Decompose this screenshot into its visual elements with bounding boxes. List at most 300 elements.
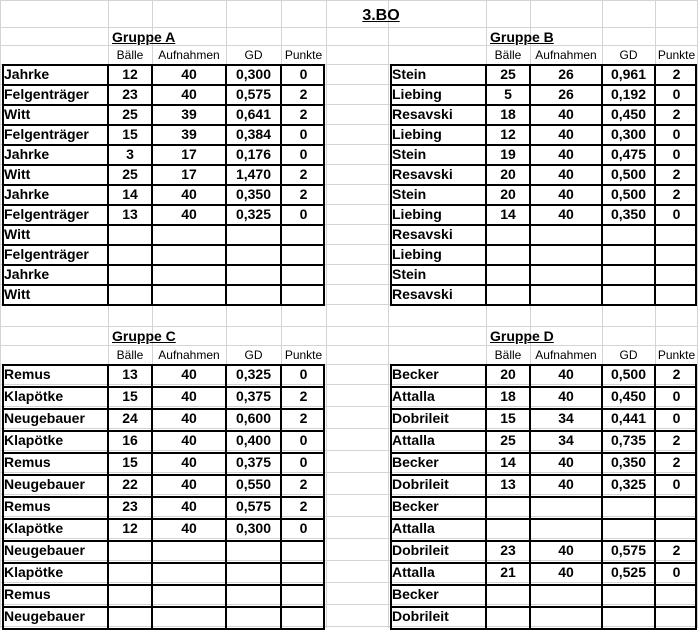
player-name-cell[interactable]: Klapötke (4, 432, 64, 448)
stat-cell-aufnahmen[interactable]: 40 (181, 520, 197, 536)
stat-cell-aufnahmen[interactable]: 40 (181, 410, 197, 426)
sheet-title[interactable]: 3.BO (362, 7, 400, 24)
cell-border (2, 304, 324, 306)
column-header-gd[interactable]: GD (244, 348, 263, 362)
stat-cell-aufnahmen[interactable]: 40 (181, 86, 197, 102)
stat-cell-baelle[interactable] (108, 264, 152, 284)
stat-cell-punkte[interactable]: 2 (299, 410, 308, 426)
stat-cell-baelle[interactable]: 13 (122, 366, 138, 382)
stat-cell-punkte[interactable] (655, 606, 698, 628)
player-name-cell[interactable]: Klapötke (4, 520, 64, 536)
stat-cell-punkte[interactable]: 0 (299, 146, 308, 162)
cell-border (2, 386, 324, 388)
stat-cell-aufnahmen[interactable]: 40 (181, 454, 197, 470)
stat-cell-baelle[interactable]: 22 (122, 476, 138, 492)
stat-cell-punkte[interactable]: 2 (672, 186, 681, 202)
player-name-cell[interactable]: Neugebauer (4, 476, 85, 492)
stat-cell-gd[interactable] (226, 224, 281, 244)
stat-cell-aufnahmen[interactable]: 40 (181, 388, 197, 404)
cell-border (529, 364, 531, 630)
stat-cell-gd[interactable]: 0,192 (610, 86, 647, 102)
player-name-cell[interactable]: Liebing (392, 86, 442, 102)
cell-border (390, 264, 696, 266)
stat-cell-gd[interactable]: 0,350 (610, 206, 647, 222)
stat-cell-aufnahmen[interactable] (530, 584, 602, 606)
player-name-cell[interactable]: Becker (392, 498, 439, 514)
stat-cell-baelle[interactable]: 15 (500, 410, 516, 426)
column-header-gd[interactable]: GD (619, 348, 638, 362)
stat-cell-aufnahmen[interactable]: 40 (558, 146, 574, 162)
stat-cell-baelle[interactable]: 18 (500, 106, 516, 122)
stat-cell-punkte[interactable]: 0 (672, 126, 681, 142)
player-name-cell[interactable]: Remus (4, 454, 51, 470)
stat-cell-aufnahmen[interactable]: 40 (558, 388, 574, 404)
player-name-cell[interactable]: Liebing (392, 246, 442, 262)
stat-cell-gd[interactable]: 0,300 (610, 126, 647, 142)
stat-cell-punkte[interactable] (281, 264, 326, 284)
stat-cell-baelle[interactable] (486, 244, 530, 264)
stat-cell-gd[interactable]: 0,375 (235, 388, 272, 404)
stat-cell-aufnahmen[interactable]: 26 (558, 66, 574, 82)
stat-cell-baelle[interactable]: 23 (500, 542, 516, 558)
stat-cell-punkte[interactable] (281, 284, 326, 304)
stat-cell-punkte[interactable]: 2 (672, 66, 681, 82)
group-title[interactable]: Gruppe A (112, 29, 176, 45)
stat-cell-aufnahmen[interactable] (152, 284, 226, 304)
column-header-punkte[interactable]: Punkte (284, 48, 323, 62)
stat-cell-aufnahmen[interactable]: 40 (558, 542, 574, 558)
cell-border (390, 452, 696, 454)
group-title[interactable]: Gruppe B (490, 29, 554, 45)
player-name-cell[interactable]: Attalla (392, 564, 435, 580)
cell-border (2, 84, 324, 86)
stat-cell-aufnahmen[interactable]: 34 (558, 410, 574, 426)
cell-border (2, 244, 324, 246)
cell-border (390, 84, 696, 86)
column-header-aufnahmen[interactable]: Aufnahmen (158, 348, 220, 362)
player-name-cell[interactable]: Dobrileit (392, 410, 449, 426)
stat-cell-punkte[interactable]: 0 (672, 388, 681, 404)
cell-border (2, 144, 324, 146)
stat-cell-baelle[interactable]: 25 (500, 432, 516, 448)
cell-border (654, 364, 656, 630)
cell-border (2, 474, 324, 476)
column-header-punkte[interactable]: Punkte (284, 348, 323, 362)
stat-cell-aufnahmen[interactable]: 26 (558, 86, 574, 102)
player-name-cell[interactable]: Remus (4, 498, 51, 514)
stat-cell-aufnahmen[interactable] (530, 244, 602, 264)
player-name-cell[interactable]: Jahrke (4, 66, 50, 82)
stat-cell-baelle[interactable] (108, 224, 152, 244)
column-header-gd[interactable]: GD (244, 48, 263, 62)
stat-cell-baelle[interactable]: 20 (500, 166, 516, 182)
player-name-cell[interactable]: Stein (392, 146, 427, 162)
player-name-cell[interactable]: Resavski (392, 106, 453, 122)
player-name-cell[interactable]: Becker (392, 586, 439, 602)
player-name-cell[interactable]: Felgenträger (4, 246, 89, 262)
player-name-cell[interactable]: Liebing (392, 126, 442, 142)
player-name-cell[interactable]: Felgenträger (4, 206, 89, 222)
stat-cell-baelle[interactable]: 21 (500, 564, 516, 580)
stat-cell-punkte[interactable]: 0 (299, 206, 308, 222)
cell-border (390, 124, 696, 126)
stat-cell-gd[interactable]: 0,600 (235, 410, 272, 426)
stat-cell-aufnahmen[interactable]: 40 (181, 206, 197, 222)
stat-cell-punkte[interactable]: 2 (672, 432, 681, 448)
stat-cell-gd[interactable] (602, 584, 655, 606)
stat-cell-gd[interactable] (602, 264, 655, 284)
column-header-baelle[interactable]: Bälle (116, 348, 144, 362)
stat-cell-aufnahmen[interactable] (152, 264, 226, 284)
stat-cell-punkte[interactable]: 2 (299, 388, 308, 404)
cell-border (280, 64, 282, 306)
player-name-cell[interactable]: Jahrke (4, 146, 50, 162)
stat-cell-punkte[interactable]: 0 (672, 564, 681, 580)
stat-cell-baelle[interactable]: 12 (122, 66, 138, 82)
cell-border (225, 64, 227, 306)
stat-cell-punkte[interactable]: 0 (299, 366, 308, 382)
stat-cell-gd[interactable] (226, 264, 281, 284)
stat-cell-punkte[interactable]: 0 (672, 146, 681, 162)
player-name-cell[interactable]: Stein (392, 266, 427, 282)
stat-cell-baelle[interactable]: 18 (500, 388, 516, 404)
stat-cell-punkte[interactable]: 2 (299, 166, 308, 182)
group-title[interactable]: Gruppe D (490, 328, 554, 344)
stat-cell-baelle[interactable]: 23 (122, 498, 138, 514)
stat-cell-gd[interactable] (226, 606, 281, 628)
cell-border (390, 224, 696, 226)
player-name-cell[interactable]: Jahrke (4, 266, 50, 282)
stat-cell-aufnahmen[interactable] (530, 496, 602, 518)
stat-cell-aufnahmen[interactable]: 34 (558, 432, 574, 448)
column-header-aufnahmen[interactable]: Aufnahmen (535, 48, 597, 62)
stat-cell-punkte[interactable] (655, 496, 698, 518)
stat-cell-baelle[interactable] (108, 244, 152, 264)
stat-cell-aufnahmen[interactable]: 40 (558, 126, 574, 142)
stat-cell-gd[interactable]: 0,500 (610, 366, 647, 382)
player-name-cell[interactable]: Klapötke (4, 564, 64, 580)
player-name-cell[interactable]: Dobrileit (392, 608, 449, 624)
stat-cell-gd[interactable]: 0,575 (235, 86, 272, 102)
player-name-cell[interactable]: Jahrke (4, 186, 50, 202)
player-name-cell[interactable]: Witt (4, 286, 31, 302)
stat-cell-baelle[interactable]: 14 (500, 206, 516, 222)
stat-cell-baelle[interactable]: 24 (122, 410, 138, 426)
stat-cell-baelle[interactable]: 23 (122, 86, 138, 102)
cell-border (695, 364, 697, 630)
cell-border (2, 518, 324, 520)
stat-cell-baelle[interactable]: 19 (500, 146, 516, 162)
stat-cell-aufnahmen[interactable]: 40 (181, 432, 197, 448)
stat-cell-punkte[interactable]: 0 (672, 476, 681, 492)
stat-cell-baelle[interactable] (486, 496, 530, 518)
stat-cell-aufnahmen[interactable] (530, 284, 602, 304)
stat-cell-punkte[interactable] (281, 244, 326, 264)
stat-cell-baelle[interactable]: 20 (500, 186, 516, 202)
stat-cell-punkte[interactable]: 2 (299, 186, 308, 202)
stat-cell-punkte[interactable] (281, 584, 326, 606)
stat-cell-punkte[interactable]: 0 (672, 206, 681, 222)
stat-cell-gd[interactable] (226, 540, 281, 562)
stat-cell-gd[interactable]: 0,350 (235, 186, 272, 202)
stat-cell-baelle[interactable] (486, 224, 530, 244)
stat-cell-baelle[interactable]: 5 (504, 86, 512, 102)
stat-cell-gd[interactable]: 0,441 (610, 410, 647, 426)
column-header-baelle[interactable]: Bälle (494, 348, 522, 362)
stat-cell-baelle[interactable]: 12 (122, 520, 138, 536)
stat-cell-punkte[interactable] (655, 284, 698, 304)
player-name-cell[interactable]: Klapötke (4, 388, 64, 404)
stat-cell-aufnahmen[interactable] (152, 540, 226, 562)
stat-cell-gd[interactable]: 0,475 (610, 146, 647, 162)
stat-cell-gd[interactable]: 0,325 (235, 366, 272, 382)
player-name-cell[interactable]: Becker (392, 366, 439, 382)
column-header-aufnahmen[interactable]: Aufnahmen (535, 348, 597, 362)
stat-cell-punkte[interactable] (655, 244, 698, 264)
stat-cell-aufnahmen[interactable]: 17 (181, 146, 197, 162)
stat-cell-gd[interactable]: 0,325 (610, 476, 647, 492)
stat-cell-punkte[interactable]: 0 (299, 432, 308, 448)
cell-border (390, 304, 696, 306)
stat-cell-punkte[interactable]: 2 (299, 498, 308, 514)
player-name-cell[interactable]: Attalla (392, 520, 435, 536)
stat-cell-baelle[interactable]: 13 (500, 476, 516, 492)
stat-cell-aufnahmen[interactable]: 40 (181, 186, 197, 202)
cell-border (2, 364, 324, 366)
stat-cell-punkte[interactable]: 0 (672, 410, 681, 426)
stat-cell-baelle[interactable] (486, 606, 530, 628)
stat-cell-aufnahmen[interactable] (530, 606, 602, 628)
stat-cell-aufnahmen[interactable] (152, 606, 226, 628)
cell-border (390, 518, 696, 520)
stat-cell-baelle[interactable] (108, 540, 152, 562)
stat-cell-aufnahmen[interactable] (152, 244, 226, 264)
stat-cell-punkte[interactable]: 0 (299, 454, 308, 470)
stat-cell-punkte[interactable]: 2 (672, 454, 681, 470)
stat-cell-punkte[interactable]: 0 (299, 126, 308, 142)
player-name-cell[interactable]: Attalla (392, 432, 435, 448)
cell-border (390, 584, 696, 586)
stat-cell-gd[interactable] (226, 284, 281, 304)
stat-cell-baelle[interactable] (108, 284, 152, 304)
player-name-cell[interactable]: Dobrileit (392, 476, 449, 492)
stat-cell-baelle[interactable]: 25 (122, 106, 138, 122)
stat-cell-aufnahmen[interactable]: 40 (181, 366, 197, 382)
cell-border (390, 364, 392, 630)
stat-cell-baelle[interactable]: 12 (500, 126, 516, 142)
cell-border (2, 164, 324, 166)
stat-cell-gd[interactable]: 0,500 (610, 166, 647, 182)
stat-cell-baelle[interactable] (108, 562, 152, 584)
stat-cell-punkte[interactable]: 2 (299, 476, 308, 492)
group-title[interactable]: Gruppe C (112, 328, 176, 344)
stat-cell-aufnahmen[interactable] (152, 562, 226, 584)
stat-cell-baelle[interactable] (108, 606, 152, 628)
cell-border (390, 386, 696, 388)
player-name-cell[interactable]: Felgenträger (4, 126, 89, 142)
stat-cell-gd[interactable] (226, 244, 281, 264)
player-name-cell[interactable]: Neugebauer (4, 608, 85, 624)
stat-cell-baelle[interactable] (486, 284, 530, 304)
stat-cell-aufnahmen[interactable]: 40 (181, 498, 197, 514)
stat-cell-aufnahmen[interactable]: 40 (558, 366, 574, 382)
stat-cell-aufnahmen[interactable]: 40 (558, 166, 574, 182)
stat-cell-baelle[interactable]: 25 (500, 66, 516, 82)
cell-border (695, 64, 697, 306)
stat-cell-aufnahmen[interactable]: 39 (181, 126, 197, 142)
stat-cell-baelle[interactable]: 14 (122, 186, 138, 202)
cell-border (151, 364, 153, 630)
stat-cell-aufnahmen[interactable]: 40 (558, 206, 574, 222)
cell-border (107, 364, 109, 630)
stat-cell-gd[interactable] (602, 606, 655, 628)
cell-border (390, 164, 696, 166)
player-name-cell[interactable]: Attalla (392, 388, 435, 404)
stat-cell-aufnahmen[interactable] (152, 584, 226, 606)
column-header-baelle[interactable]: Bälle (494, 48, 522, 62)
column-header-baelle[interactable]: Bälle (116, 48, 144, 62)
stat-cell-gd[interactable]: 0,300 (235, 520, 272, 536)
player-name-cell[interactable]: Resavski (392, 226, 453, 242)
stat-cell-punkte[interactable] (281, 540, 326, 562)
stat-cell-gd[interactable]: 0,550 (235, 476, 272, 492)
stat-cell-aufnahmen[interactable]: 40 (181, 66, 197, 82)
stat-cell-aufnahmen[interactable] (152, 224, 226, 244)
stat-cell-baelle[interactable]: 25 (122, 166, 138, 182)
player-name-cell[interactable]: Resavski (392, 166, 453, 182)
player-name-cell[interactable]: Stein (392, 66, 427, 82)
stat-cell-punkte[interactable] (281, 562, 326, 584)
stat-cell-punkte[interactable] (655, 518, 698, 540)
player-name-cell[interactable]: Becker (392, 454, 439, 470)
stat-cell-gd[interactable]: 1,470 (235, 166, 272, 182)
column-header-gd[interactable]: GD (619, 48, 638, 62)
stat-cell-gd[interactable]: 0,450 (610, 106, 647, 122)
stat-cell-gd[interactable]: 0,400 (235, 432, 272, 448)
column-header-aufnahmen[interactable]: Aufnahmen (158, 48, 220, 62)
player-name-cell[interactable]: Witt (4, 106, 31, 122)
stat-cell-gd[interactable]: 0,450 (610, 388, 647, 404)
stat-cell-baelle[interactable]: 15 (122, 126, 138, 142)
cell-border (529, 64, 531, 306)
player-name-cell[interactable]: Remus (4, 366, 51, 382)
stat-cell-gd[interactable] (226, 562, 281, 584)
cell-border (107, 64, 109, 306)
stat-cell-baelle[interactable]: 15 (122, 388, 138, 404)
stat-cell-aufnahmen[interactable] (530, 224, 602, 244)
stat-cell-gd[interactable]: 0,575 (235, 498, 272, 514)
cell-border (2, 562, 324, 564)
column-header-punkte[interactable]: Punkte (657, 48, 696, 62)
stat-cell-baelle[interactable]: 3 (126, 146, 134, 162)
stat-cell-baelle[interactable] (486, 264, 530, 284)
stat-cell-gd[interactable] (602, 284, 655, 304)
stat-cell-gd[interactable]: 0,575 (610, 542, 647, 558)
stat-cell-gd[interactable]: 0,325 (235, 206, 272, 222)
stat-cell-baelle[interactable] (108, 584, 152, 606)
player-name-cell[interactable]: Neugebauer (4, 410, 85, 426)
stat-cell-gd[interactable]: 0,641 (235, 106, 272, 122)
cell-border (390, 540, 696, 542)
cell-border (601, 364, 603, 630)
player-name-cell[interactable]: Witt (4, 226, 31, 242)
stat-cell-aufnahmen[interactable]: 40 (558, 186, 574, 202)
stat-cell-gd[interactable]: 0,525 (610, 564, 647, 580)
stat-cell-gd[interactable]: 0,176 (235, 146, 272, 162)
stat-cell-gd[interactable]: 0,500 (610, 186, 647, 202)
stat-cell-gd[interactable]: 0,375 (235, 454, 272, 470)
stat-cell-gd[interactable]: 0,384 (235, 126, 272, 142)
cell-border (2, 124, 324, 126)
stat-cell-punkte[interactable]: 2 (672, 542, 681, 558)
stat-cell-baelle[interactable]: 20 (500, 366, 516, 382)
stat-cell-gd[interactable] (602, 224, 655, 244)
stat-cell-aufnahmen[interactable]: 40 (558, 564, 574, 580)
cell-border (390, 408, 696, 410)
stat-cell-aufnahmen[interactable]: 39 (181, 106, 197, 122)
stat-cell-aufnahmen[interactable] (530, 518, 602, 540)
player-name-cell[interactable]: Remus (4, 586, 51, 602)
stat-cell-gd[interactable]: 0,735 (610, 432, 647, 448)
stat-cell-punkte[interactable]: 2 (299, 106, 308, 122)
stat-cell-aufnahmen[interactable]: 40 (558, 106, 574, 122)
stat-cell-gd[interactable]: 0,300 (235, 66, 272, 82)
stat-cell-baelle[interactable] (486, 584, 530, 606)
stat-cell-aufnahmen[interactable]: 40 (558, 476, 574, 492)
player-name-cell[interactable]: Felgenträger (4, 86, 89, 102)
stat-cell-punkte[interactable]: 2 (299, 86, 308, 102)
stat-cell-gd[interactable] (226, 584, 281, 606)
stat-cell-baelle[interactable] (486, 518, 530, 540)
stat-cell-aufnahmen[interactable]: 17 (181, 166, 197, 182)
player-name-cell[interactable]: Neugebauer (4, 542, 85, 558)
player-name-cell[interactable]: Witt (4, 166, 31, 182)
stat-cell-punkte[interactable] (655, 264, 698, 284)
stat-cell-gd[interactable]: 0,350 (610, 454, 647, 470)
stat-cell-gd[interactable] (602, 518, 655, 540)
stat-cell-aufnahmen[interactable]: 40 (181, 476, 197, 492)
stat-cell-punkte[interactable]: 2 (672, 166, 681, 182)
stat-cell-baelle[interactable]: 14 (500, 454, 516, 470)
gridline (0, 0, 698, 1)
stat-cell-punkte[interactable]: 0 (299, 520, 308, 536)
stat-cell-punkte[interactable] (655, 224, 698, 244)
player-name-cell[interactable]: Stein (392, 186, 427, 202)
stat-cell-aufnahmen[interactable] (530, 264, 602, 284)
stat-cell-baelle[interactable]: 13 (122, 206, 138, 222)
stat-cell-gd[interactable] (602, 496, 655, 518)
stat-cell-baelle[interactable]: 15 (122, 454, 138, 470)
stat-cell-punkte[interactable] (655, 584, 698, 606)
stat-cell-baelle[interactable]: 16 (122, 432, 138, 448)
player-name-cell[interactable]: Liebing (392, 206, 442, 222)
stat-cell-gd[interactable]: 0,961 (610, 66, 647, 82)
stat-cell-punkte[interactable] (281, 224, 326, 244)
stat-cell-punkte[interactable]: 2 (672, 366, 681, 382)
stat-cell-punkte[interactable] (281, 606, 326, 628)
stat-cell-aufnahmen[interactable]: 40 (558, 454, 574, 470)
player-name-cell[interactable]: Dobrileit (392, 542, 449, 558)
stat-cell-punkte[interactable]: 0 (299, 66, 308, 82)
player-name-cell[interactable]: Resavski (392, 286, 453, 302)
stat-cell-punkte[interactable]: 2 (672, 106, 681, 122)
stat-cell-punkte[interactable]: 0 (672, 86, 681, 102)
cell-border (390, 104, 696, 106)
column-header-punkte[interactable]: Punkte (657, 348, 696, 362)
cell-border (2, 184, 324, 186)
cell-border (2, 64, 4, 306)
stat-cell-gd[interactable] (602, 244, 655, 264)
